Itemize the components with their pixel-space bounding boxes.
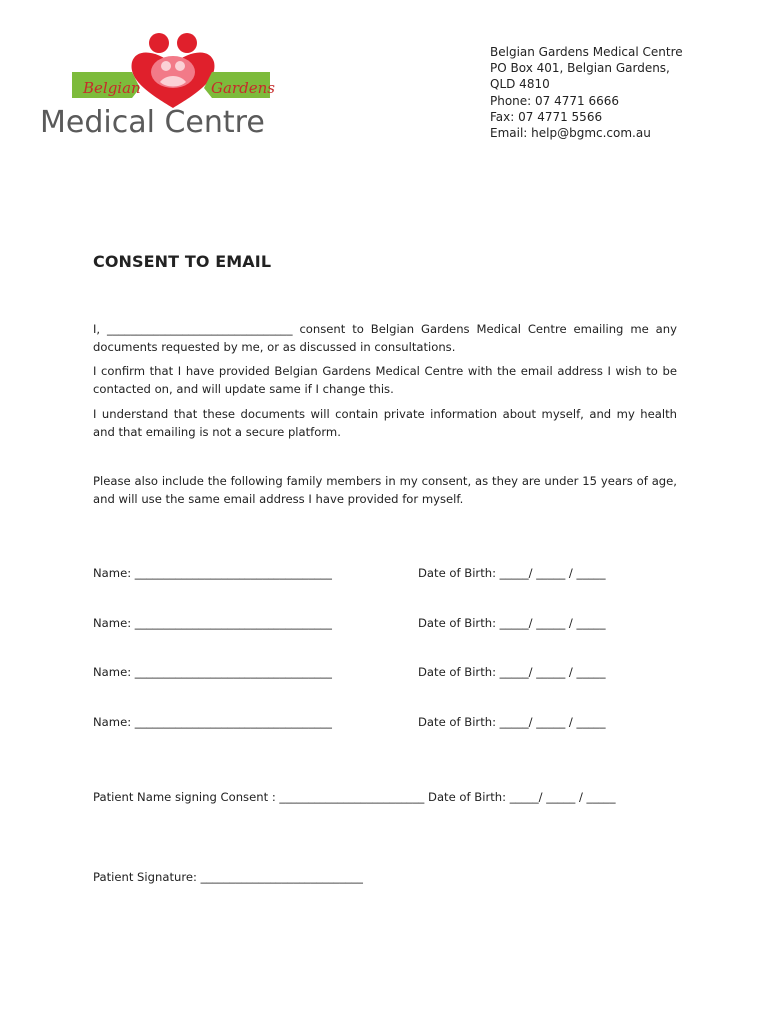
family-name-field[interactable]: Name: __________________________________	[93, 566, 332, 580]
fax-line: Fax: 07 4771 5566	[490, 109, 603, 124]
family-name-field[interactable]: Name: __________________________________	[93, 616, 332, 630]
family-name-field[interactable]: Name: __________________________________	[93, 665, 332, 679]
family-name-field[interactable]: Name: __________________________________	[93, 715, 332, 729]
patient-name-dob-field[interactable]: Patient Name signing Consent : _________________________ Date of Birth: _____/ _____ / _____	[93, 790, 616, 804]
clinic-logo	[36, 30, 306, 142]
clinic-address	[490, 44, 683, 141]
family-dob-field[interactable]: Date of Birth: _____/ _____ / _____	[418, 566, 606, 580]
heart-family-icon	[36, 30, 306, 142]
consent-statement-paragraph: I, ________________________________ consent to Belgian Gardens Medical Centre emailing me any documents requested by me, or as discussed in consultations.	[93, 322, 677, 354]
address-line: PO Box 401, Belgian Gardens,	[490, 61, 670, 76]
family-dob-field[interactable]: Date of Birth: _____/ _____ / _____	[418, 665, 606, 679]
family-members-paragraph: Please also include the following family members in my consent, as they are under 15 years of age, and will use the same email address I have provided for myself.	[93, 474, 677, 506]
address-line: QLD 4810	[490, 77, 550, 92]
family-dob-field[interactable]: Date of Birth: _____/ _____ / _____	[418, 616, 606, 630]
family-dob-field[interactable]: Date of Birth: _____/ _____ / _____	[418, 715, 606, 729]
heart-figures	[132, 33, 215, 108]
email-line: Email: help@bgmc.com.au	[490, 126, 651, 141]
svg-text:Medical Centre: Medical Centre	[40, 105, 265, 140]
form-title: CONSENT TO EMAIL	[93, 252, 272, 271]
address-line: Belgian Gardens Medical Centre	[490, 45, 683, 59]
privacy-paragraph: I understand that these documents will contain private information about myself, and my health and that emailing is not a secure platform.	[93, 407, 677, 439]
svg-text:Gardens: Gardens	[211, 79, 275, 97]
phone-line: Phone: 07 4771 6666	[490, 93, 620, 108]
confirmation-paragraph: I confirm that I have provided Belgian Gardens Medical Centre with the email address I wish to be contacted on, and will update same if I change this.	[93, 364, 677, 396]
svg-text:Belgian: Belgian	[83, 79, 141, 97]
patient-signature-field[interactable]: Patient Signature: ____________________________	[93, 870, 363, 884]
